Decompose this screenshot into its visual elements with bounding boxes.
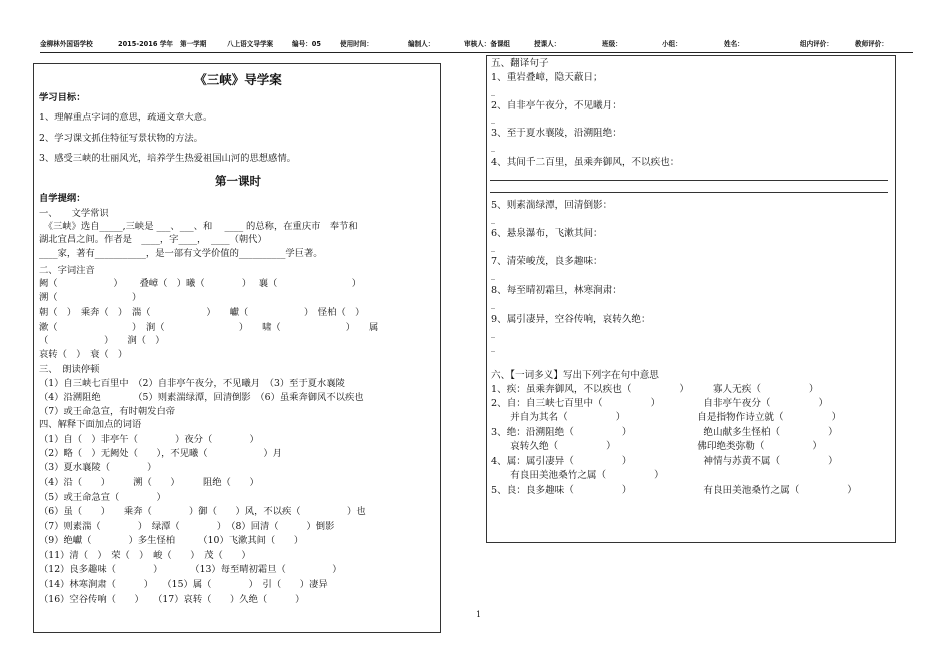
text-line: 溯（ ）: [39, 292, 142, 303]
text-line: （5）或王命急宣（ ）: [39, 492, 166, 503]
polysemy-label: 六、【一词多义】写出下列字在句中意思: [491, 370, 659, 381]
polysemy-item: 哀转久绝（ ） 佛印绝类弥勒（ ）: [491, 441, 822, 452]
text-line: （6）虽（ ） 乘奔（ ）御（ ）风，不以疾（ ）也: [39, 506, 366, 517]
text-line: 二、字词注音: [39, 265, 95, 276]
translate-item: 2、自非亭午夜分，不见曦月：: [491, 100, 622, 111]
text-line: （7）则素湍（ ） 绿潭（ ） （8）回清（ ）倒影: [39, 521, 335, 532]
answer-blank: _: [491, 329, 495, 338]
text-line: （3）夏水襄陵（ ）: [39, 462, 157, 473]
editor: 编制人：: [408, 40, 435, 48]
answer-line: [490, 192, 888, 193]
answer-line: [490, 180, 888, 181]
text-line: （4）沿（ ） 溯（ ） 阻绝（ ）: [39, 477, 259, 488]
text-line: 哀转（ ） 衰（ ）: [39, 349, 128, 360]
text-line: （9）绝巘（ ）多生怪柏 （10）飞漱其间（ ）: [39, 535, 304, 546]
translate-item: 5、则素湍绿潭，回清倒影：: [491, 200, 613, 211]
text-line: （11）清（ ） 荣（ ） 峻（ ） 茂（ ）: [39, 550, 251, 561]
text-line: 一、 文学常识: [39, 208, 109, 219]
header-divider: [40, 52, 913, 53]
left-panel: [33, 63, 441, 633]
page-number: 1: [476, 610, 482, 619]
goals-label: 学习目标：: [39, 92, 86, 103]
term: 第一学期: [180, 40, 207, 48]
student-name: 姓名：: [724, 40, 744, 48]
text-line: （1）自三峡七百里中 （2）自非亭午夜分，不见曦月 （3）至于夏水襄陵: [39, 378, 345, 389]
translate-item: 6、悬泉瀑布，飞漱其间：: [491, 228, 603, 239]
goal-item: 3、感受三峡的壮丽风光，培养学生热爱祖国山河的思想感情。: [39, 153, 296, 164]
polysemy-item: 1、疾：虽乘奔御风，不以疾也（ ） 寡人无疾（ ）: [491, 384, 819, 395]
text-line: （12）良多趣味（ ） （13）每至晴初霜旦（ ）: [39, 564, 342, 575]
text-line: （ ） 涧（ ）: [39, 335, 165, 346]
page-header: [40, 38, 910, 50]
text-line: （1）自（ ）非亭午（ ）夜分（ ）: [39, 434, 259, 445]
polysemy-item: 3、绝：沿溯阻绝（ ） 绝山献多生怪柏（ ）: [491, 427, 838, 438]
school-name: 金柳林外国语学校: [40, 40, 93, 48]
goal-item: 2、学习课文抓住特征写景状物的方法。: [39, 133, 203, 144]
answer-blank: _: [491, 343, 495, 352]
answer-blank: _: [491, 115, 495, 124]
answer-blank: _: [491, 215, 495, 224]
translate-label: 五、翻译句子: [491, 58, 549, 69]
answer-blank: _: [491, 271, 495, 280]
polysemy-item: 2、自：自三峡七百里中（ ） 自非亭午夜分（ ）: [491, 398, 829, 409]
text-line: 阙（ ） 叠嶂（ ）曦（ ） 襄（ ）: [39, 278, 362, 289]
answer-blank: _: [491, 87, 495, 96]
text-line: 《三峡》选自_____,三峡是 ___、___、和 ____ 的总称，在重庆市 奉节和: [39, 221, 358, 232]
doc-title: 《三峡》导学案: [194, 72, 282, 87]
text-line: （14）林寒涧肃（ ） （15）属（ ） 引（ ）凄异: [39, 579, 328, 590]
text-line: 四、解释下面加点的词语: [39, 419, 142, 430]
polysemy-item: 有良田美池桑竹之属（ ）: [491, 470, 664, 481]
text-line: 漱（ ） 涧（ ） 啸（ ） 属: [39, 322, 379, 333]
group-eval: 组内评价：: [800, 40, 833, 48]
lesson-title: 第一课时: [215, 174, 261, 188]
translate-item: 1、重岩叠嶂，隐天蔽日；: [491, 72, 603, 83]
translate-item: 3、至于夏水襄陵，沿溯阻绝：: [491, 128, 622, 139]
class: 班级：: [602, 40, 622, 48]
answer-blank: _: [491, 300, 495, 309]
answer-blank: _: [491, 143, 495, 152]
text-line: （16）空谷传响（ ） （17）哀转（ ）久绝（ ）: [39, 594, 305, 605]
subject: 八上语文导学案: [227, 40, 274, 48]
text-line: 三、 朗读停顿: [39, 364, 100, 375]
group: 小组：: [662, 40, 682, 48]
translate-item: 4、其间千二百里，虽乘奔御风，不以疾也：: [491, 157, 680, 168]
text-line: ____家，著有___________，是一部有文学价值的__________学巨著。: [39, 248, 323, 259]
teacher-eval: 教师评价：: [855, 40, 888, 48]
polysemy-item: 并自为其名（ ） 自是指物作诗立就（ ）: [491, 412, 842, 423]
translate-item: 7、清荣峻茂，良多趣味：: [491, 256, 603, 267]
translate-item: 9、属引凄异，空谷传响，哀转久绝：: [491, 314, 651, 325]
use-time: 使用时间：: [340, 40, 373, 48]
translate-item: 8、每至晴初霜旦，林寒涧肃：: [491, 285, 622, 296]
text-line: （4）沿溯阻绝 （5）则素湍绿潭，回清倒影 （6）虽乘奔御风不以疾也: [39, 392, 364, 403]
lecturer: 授课人：: [534, 40, 561, 48]
reviewer: 审核人：备课组: [464, 40, 511, 48]
answer-blank: _: [491, 243, 495, 252]
polysemy-item: 4、属：属引凄异（ ） 神情与苏黄不属（ ）: [491, 456, 838, 467]
guide-label: 自学提纲：: [39, 193, 86, 204]
text-line: 朝（ ） 乘奔（ ） 湍（ ） 巘（ ） 怪柏（ ）: [39, 307, 365, 318]
text-line: （7）或王命急宣，有时朝发白帝: [39, 406, 176, 417]
text-line: （2）略（ ）无阙处（ ），不见曦（ ）月: [39, 448, 282, 459]
goal-item: 1、理解重点字词的意思，疏通文章大意。: [39, 112, 213, 123]
text-line: 湖北宜昌之间。作者是 ____，字____， ____（朝代）: [39, 234, 267, 245]
doc-number: 编号：05: [292, 40, 321, 48]
polysemy-item: 5、良：良多趣味（ ） 有良田美池桑竹之属（ ）: [491, 485, 857, 496]
school-year: 2015-2016 学年: [118, 40, 173, 48]
